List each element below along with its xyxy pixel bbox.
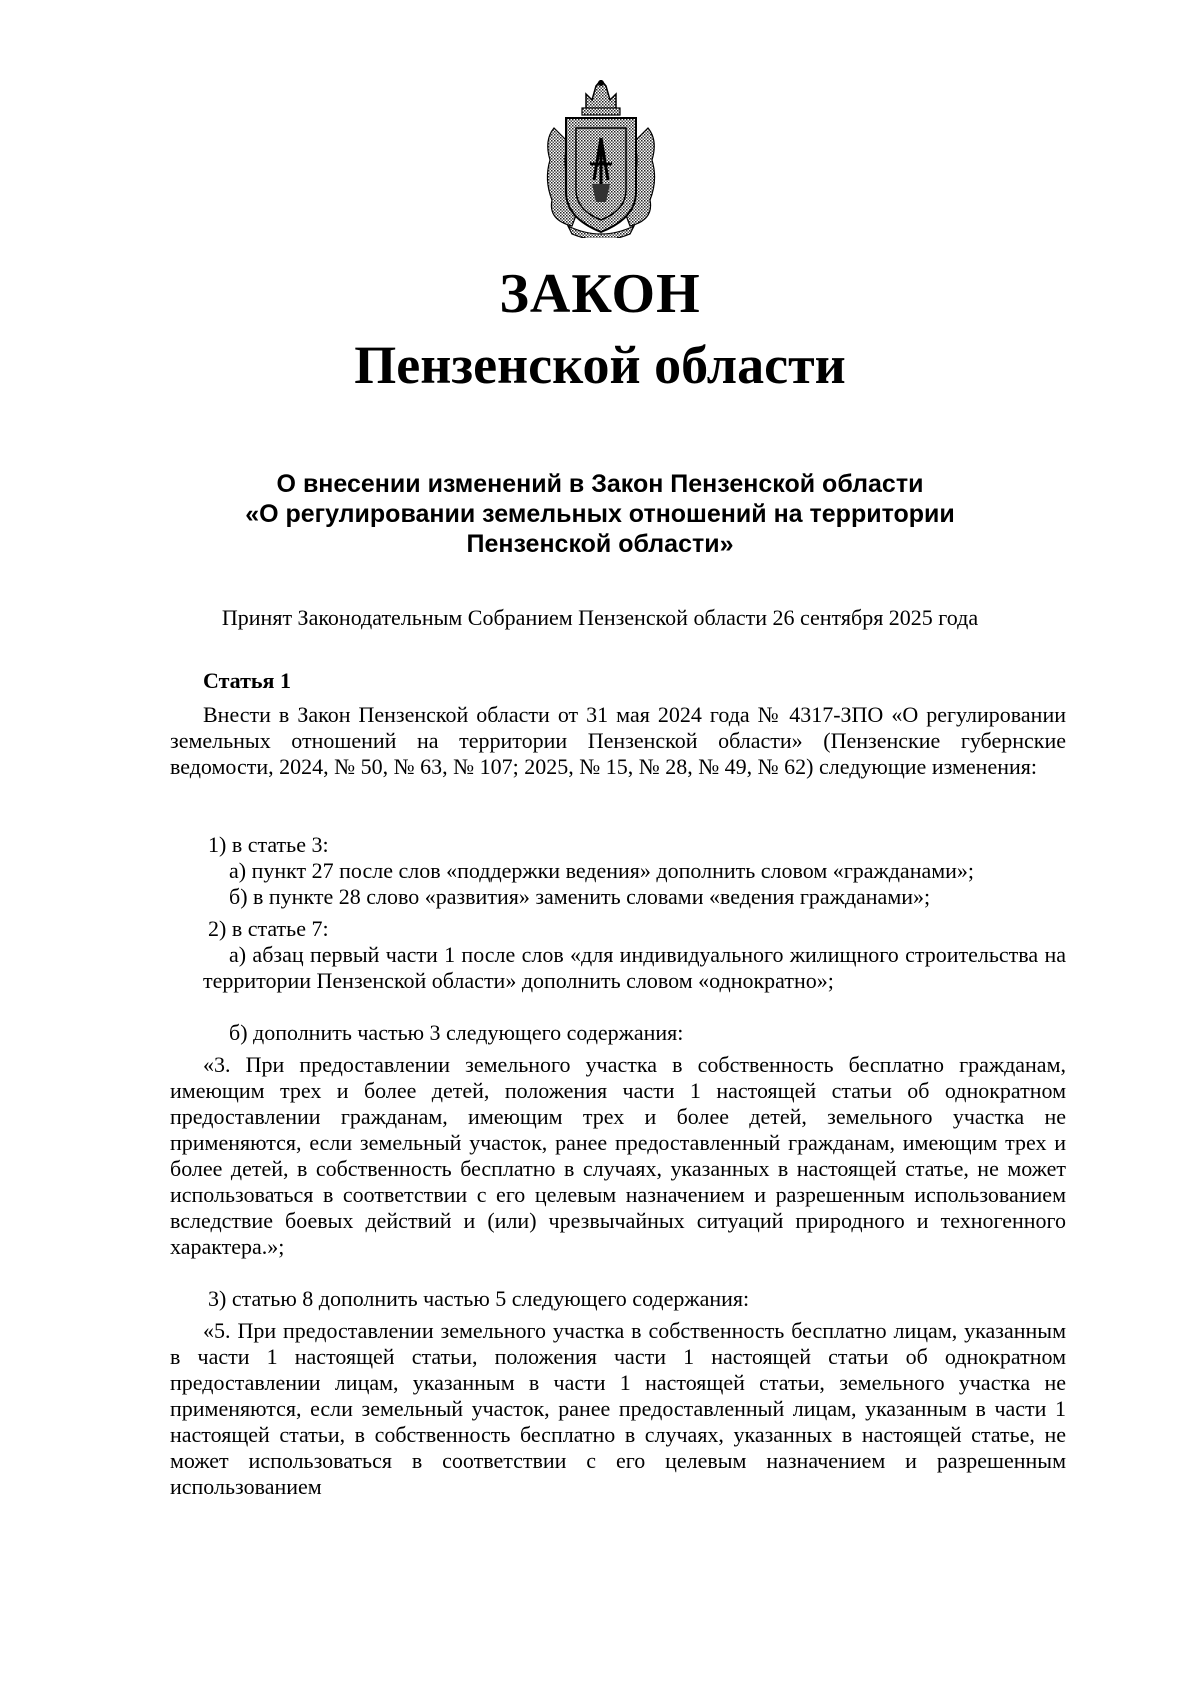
list-item: 3) статью 8 дополнить частью 5 следующего содержания: (208, 1286, 750, 1311)
adoption-note: Принят Законодательным Собранием Пензенской области 26 сентября 2025 года (221, 605, 979, 630)
quoted-paragraph: «3. При предоставлении земельного участка в собственность бесплатно гражданам, имеющим трех и более детей, положения части 1 настоящей статьи об однократном предоставлении гражданам, имеющим трех и более детей, земельного участка не применяются, если земельный участок, ранее предоставленный гражданам, имеющим трех и более детей, в собственность бесплатно в случаях, указанных в настоящей статье, не может использоваться в соответствии с его целевым назначением и разрешенным использованием вследствие боевых действий и (или) чрезвычайных ситуаций природного и техногенного характера.»; (170, 1052, 1066, 1259)
document-title: ЗАКОН (499, 263, 701, 325)
article-intro-paragraph: Внести в Закон Пензенской области от 31 мая 2024 года № 4317-ЗПО «О регулировании земельных отношений на территории Пензенской области» (Пензенские губернские ведомости, 2024, № 50, № 63, № 107; 2025, № 15, № 28, № 49, № 62) следующие изменения: (170, 702, 1066, 779)
law-name-line: «О регулировании земельных отношений на территории (245, 500, 955, 528)
list-item: б) дополнить частью 3 следующего содержания: (229, 1020, 684, 1045)
list-item: а) пункт 27 после слов «поддержки ведения» дополнить словом «гражданами»; (229, 858, 975, 883)
law-name-line: Пензенской области» (466, 530, 734, 558)
document-subtitle: Пензенской области (354, 335, 846, 395)
list-item: а) абзац первый части 1 после слов «для индивидуального жилищного строительства на территории Пензенской области» дополнить словом «однократно»; (203, 942, 1066, 993)
quoted-paragraph: «5. При предоставлении земельного участка в собственность бесплатно лицам, указанным в части 1 настоящей статьи, положения части 1 настоящей статьи об однократном предоставлении лицам, указанным в части 1 настоящей статьи, земельного участка не применяются, если земельный участок, ранее предоставленный лицам, указанным в части 1 настоящей статьи, в собственность бесплатно в случаях, указанных в настоящей статье, не может использоваться в соответствии с его целевым назначением и разрешенным использованием (170, 1318, 1066, 1499)
law-name-line: О внесении изменений в Закон Пензенской области (276, 470, 924, 498)
article-heading: Статья 1 (203, 668, 291, 693)
list-item: 1) в статье 3: (208, 832, 329, 857)
law-name (170, 469, 1030, 559)
list-item: 2) в статье 7: (208, 916, 329, 941)
penza-oblast-coat-of-arms-icon (542, 80, 660, 238)
list-item: б) в пункте 28 слово «развития» заменить словами «ведения гражданами»; (229, 884, 931, 909)
